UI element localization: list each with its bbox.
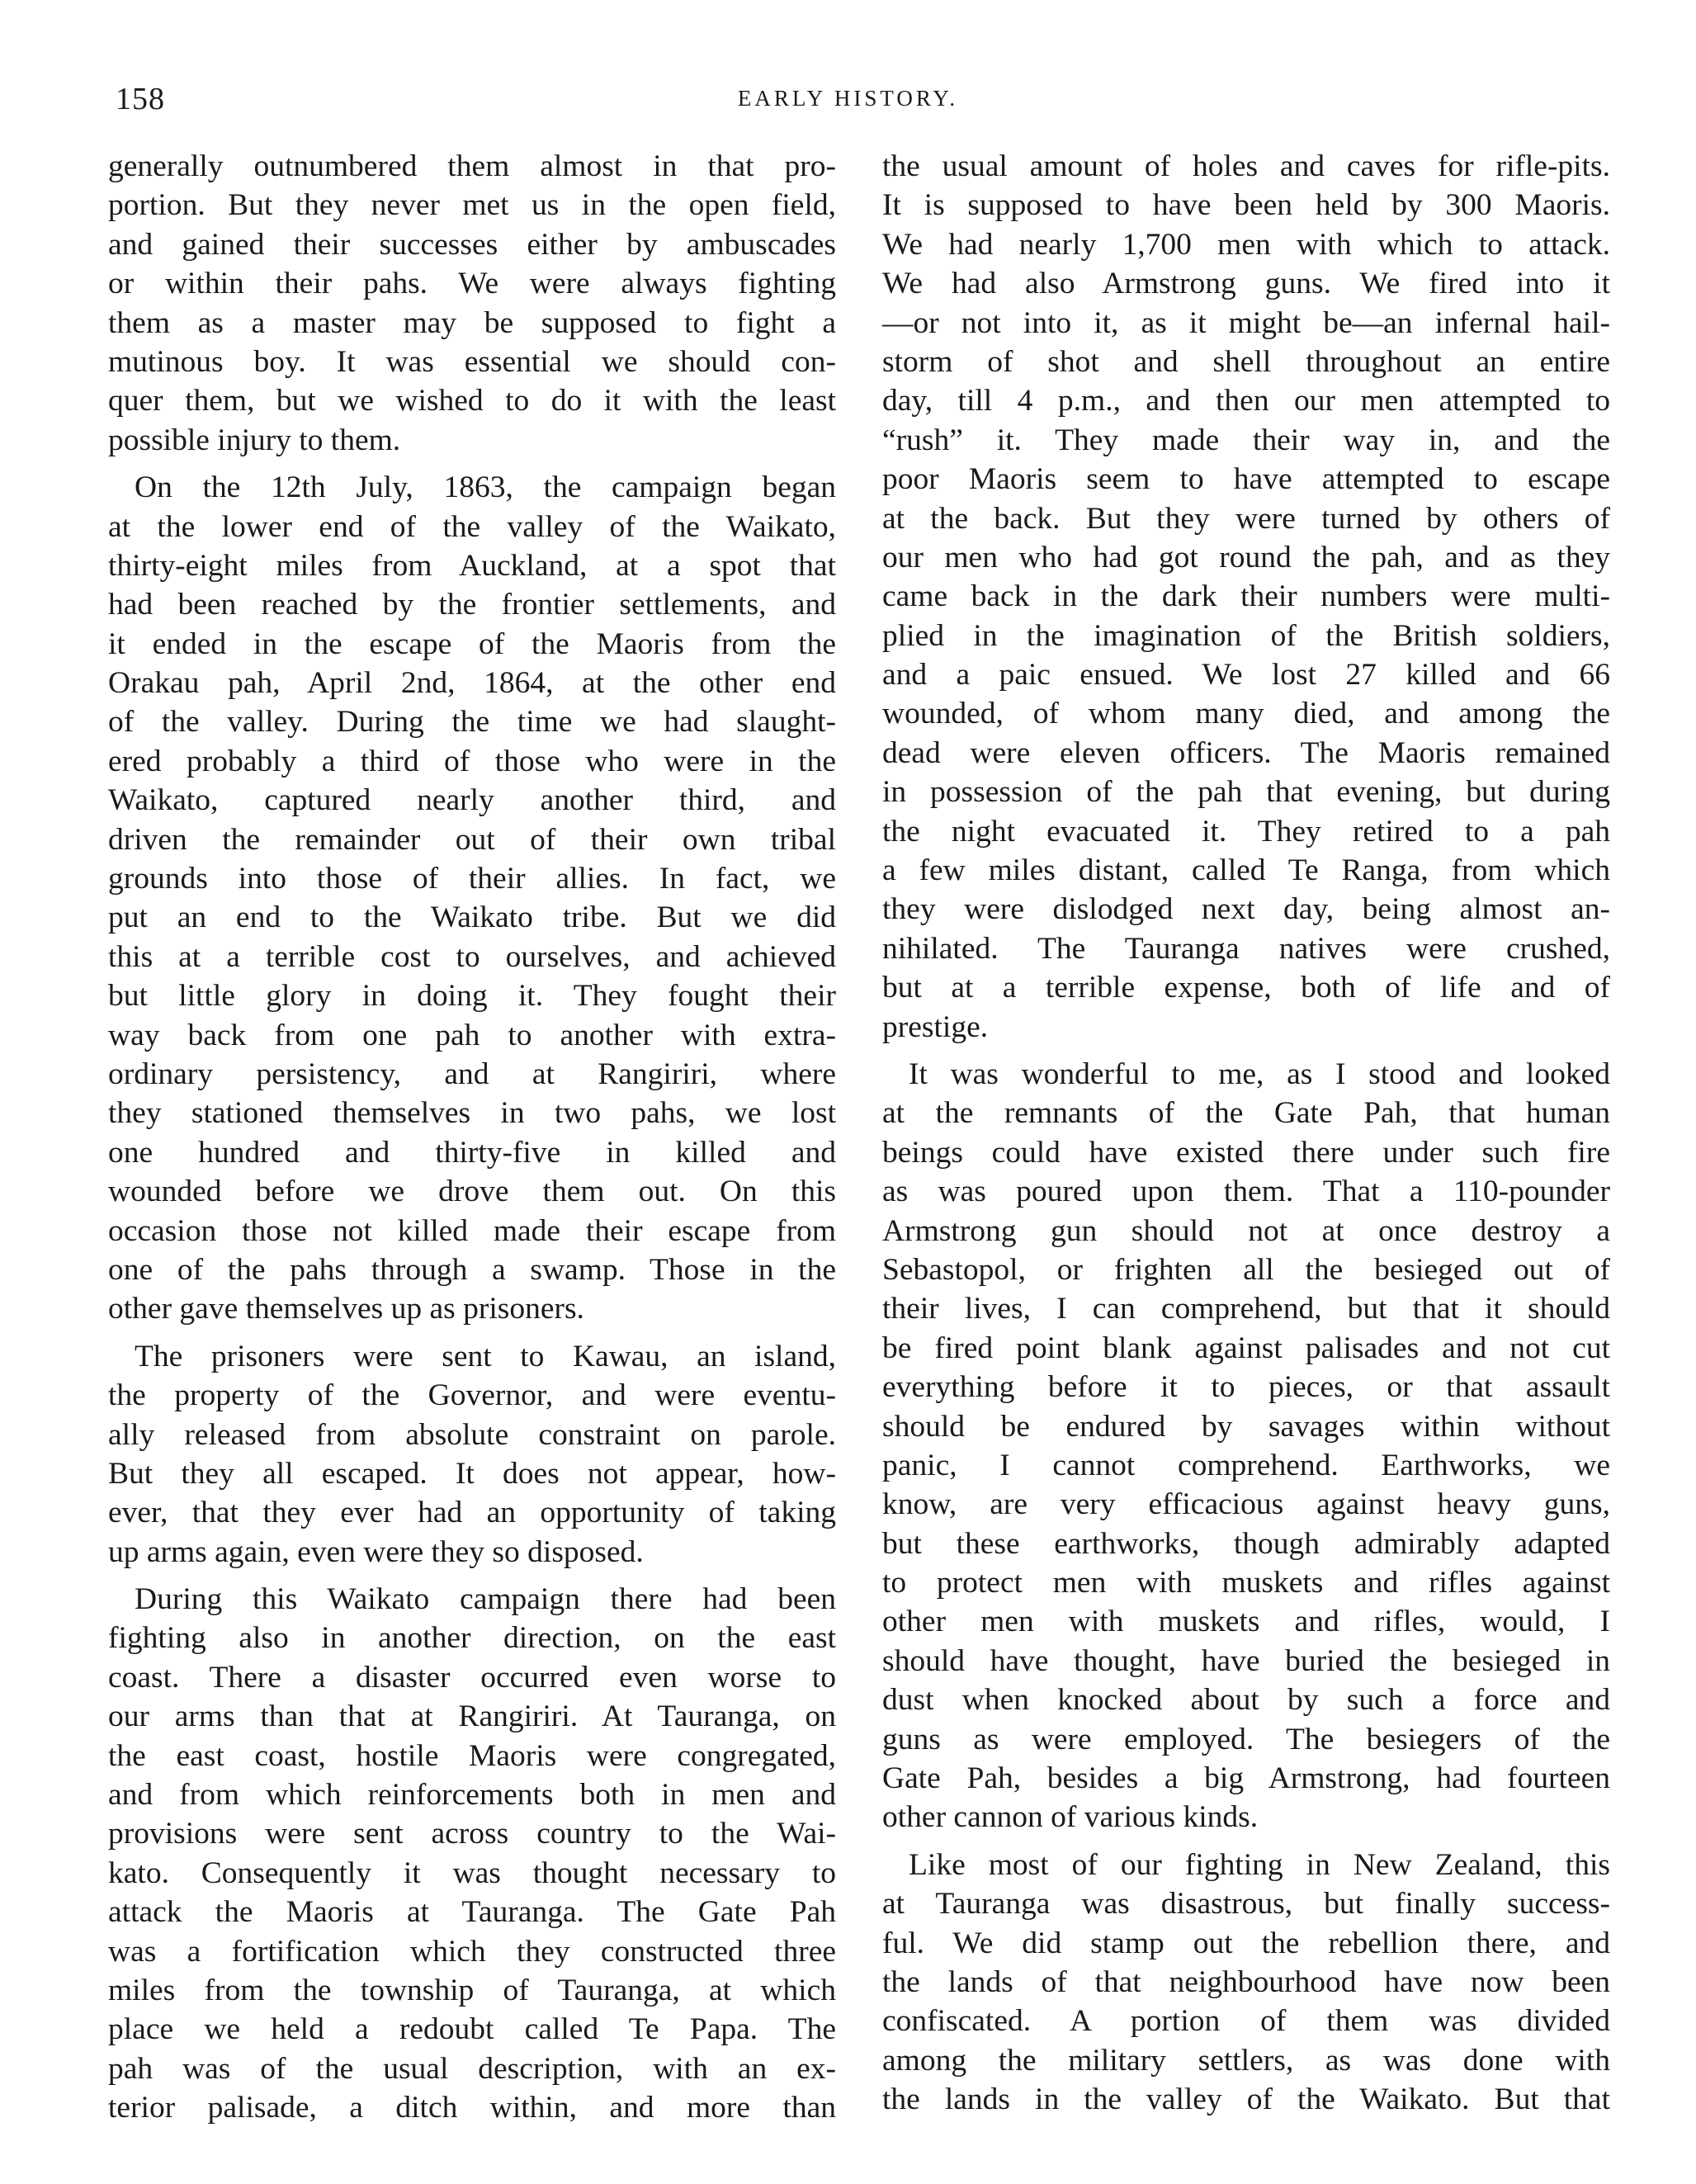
text-line: beings could have existed there under such fire <box>882 1135 1610 1170</box>
text-line: It was wonderful to me, as I stood and looked <box>909 1057 1610 1091</box>
paragraph <box>108 1580 836 2127</box>
text-line: of the valley. During the time we had slaught- <box>108 705 836 740</box>
text-line: and from which reinforcements both in men and <box>108 1778 836 1813</box>
text-line: poor Maoris seem to have attempted to escape <box>882 462 1610 497</box>
text-line: put an end to the Waikato tribe. But we did <box>108 901 836 935</box>
text-line: prestige. <box>882 1009 989 1044</box>
paragraph <box>882 147 1610 1047</box>
text-line: they were dislodged next day, being almost an- <box>882 892 1610 927</box>
text-line: plied in the imagination of the British soldiers, <box>882 618 1610 653</box>
text-line: the lands in the valley of the Waikato. But that <box>882 2082 1610 2117</box>
text-line: the usual amount of holes and caves for rifle-pits. <box>882 149 1610 183</box>
paragraph <box>108 147 836 460</box>
text-line: But they all escaped. It does not appear, how- <box>108 1456 836 1491</box>
text-line: one of the pahs through a swamp. Those in the <box>108 1252 836 1287</box>
running-title: EARLY HISTORY. <box>737 86 959 111</box>
text-line: at Tauranga was disastrous, but finally success- <box>882 1887 1610 1922</box>
text-line: Sebastopol, or frighten all the besieged out of <box>882 1252 1610 1287</box>
text-line: everything before it to pieces, or that assault <box>882 1370 1610 1405</box>
text-line: mutinous boy. It was essential we should con- <box>108 344 836 379</box>
text-line: be fired point blank against palisades and not cut <box>882 1331 1610 1365</box>
page-number: 158 <box>116 82 165 116</box>
text-line: ful. We did stamp out the rebellion there, and <box>882 1926 1610 1960</box>
text-line: ever, that they ever had an opportunity of taking <box>108 1496 836 1530</box>
text-line: coast. There a disaster occurred even worse to <box>108 1660 836 1695</box>
text-line: Waikato, captured nearly another third, and <box>108 783 836 818</box>
text-line: or within their pahs. We were always fighting <box>108 267 836 301</box>
text-line: grounds into those of their allies. In fact, we <box>108 862 836 896</box>
text-line: We had also Armstrong guns. We fired into it <box>882 267 1610 301</box>
text-line: quer them, but we wished to do it with the least <box>108 384 836 418</box>
text-line: in possession of the pah that evening, but during <box>882 775 1610 810</box>
text-line: During this Waikato campaign there had been <box>135 1582 836 1617</box>
text-line: other men with muskets and rifles, would, I <box>882 1605 1610 1639</box>
text-line: to protect men with muskets and rifles against <box>882 1566 1610 1600</box>
paragraph <box>882 1055 1610 1837</box>
text-line: miles from the township of Tauranga, at which <box>108 1973 836 2007</box>
left-column <box>108 147 836 2136</box>
text-line: our arms than that at Rangiriri. At Tauranga, on <box>108 1699 836 1734</box>
text-line: “rush” it. They made their way in, and the <box>882 423 1610 457</box>
text-line: ordinary persistency, and at Rangiriri, where <box>108 1057 836 1091</box>
text-line: pah was of the usual description, with an ex- <box>108 2051 836 2086</box>
text-line: generally outnumbered them almost in that pro- <box>108 149 836 183</box>
text-line: it ended in the escape of the Maoris from the <box>108 626 836 661</box>
text-line: other gave themselves up as prisoners. <box>108 1292 584 1326</box>
paragraph <box>108 468 836 1329</box>
text-line: terior palisade, a ditch within, and more than <box>108 2091 836 2125</box>
text-line: a few miles distant, called Te Ranga, from which <box>882 853 1610 888</box>
text-line: other cannon of various kinds. <box>882 1800 1259 1835</box>
text-line: Orakau pah, April 2nd, 1864, at the other end <box>108 666 836 701</box>
text-line: know, are very efficacious against heavy guns, <box>882 1487 1610 1522</box>
text-line: nihilated. The Tauranga natives were crushed, <box>882 931 1610 966</box>
text-line: dust when knocked about by such a force and <box>882 1683 1610 1718</box>
text-line: wounded, of whom many died, and among the <box>882 697 1610 731</box>
text-line: should be endured by savages within without <box>882 1409 1610 1444</box>
text-line: the night evacuated it. They retired to a pah <box>882 814 1610 849</box>
text-line: had been reached by the frontier settlements, and <box>108 588 836 622</box>
text-line: Armstrong gun should not at once destroy a <box>882 1213 1610 1248</box>
text-line: thirty-eight miles from Auckland, at a spot that <box>108 548 836 583</box>
text-line: provisions were sent across country to the Wai- <box>108 1817 836 1851</box>
text-line: attack the Maoris at Tauranga. The Gate Pah <box>108 1895 836 1930</box>
text-line: among the military settlers, as was done with <box>882 2043 1610 2078</box>
text-line: they stationed themselves in two pahs, we lost <box>108 1096 836 1131</box>
text-line: the lands of that neighbourhood have now been <box>882 1964 1610 1999</box>
text-line: but little glory in doing it. They fought their <box>108 979 836 1014</box>
text-line: Gate Pah, besides a big Armstrong, had fourteen <box>882 1761 1610 1796</box>
text-line: at the lower end of the valley of the Waikato, <box>108 509 836 544</box>
text-line: this at a terrible cost to ourselves, and achieved <box>108 939 836 974</box>
text-line: Like most of our fighting in New Zealand, this <box>909 1847 1610 1882</box>
text-line: It is supposed to have been held by 300 Maoris. <box>882 188 1610 223</box>
text-line: up arms again, even were they so disposed. <box>108 1534 644 1569</box>
text-line: driven the remainder out of their own tribal <box>108 822 836 857</box>
text-line: ered probably a third of those who were in the <box>108 744 836 778</box>
text-line: came back in the dark their numbers were multi- <box>882 579 1610 614</box>
text-line: kato. Consequently it was thought necessary to <box>108 1855 836 1890</box>
text-line: portion. But they never met us in the open field, <box>108 188 836 223</box>
text-line: —or not into it, as it might be—an infernal hail- <box>882 305 1610 340</box>
text-line: possible injury to them. <box>108 423 401 457</box>
text-line: day, till 4 p.m., and then our men attempted to <box>882 384 1610 418</box>
text-line: at the remnants of the Gate Pah, that human <box>882 1096 1610 1131</box>
text-line: the east coast, hostile Maoris were congregated, <box>108 1738 836 1773</box>
text-line: but at a terrible expense, both of life and of <box>882 971 1610 1005</box>
paragraph <box>108 1337 836 1572</box>
text-line: their lives, I can comprehend, but that it should <box>882 1292 1610 1326</box>
text-line: occasion those not killed made their escape from <box>108 1213 836 1248</box>
text-line: panic, I cannot comprehend. Earthworks, we <box>882 1448 1610 1482</box>
paragraph <box>882 1846 1610 2120</box>
text-line: as was poured upon them. That a 110-pounder <box>882 1175 1610 1209</box>
text-line: but these earthworks, though admirably adapted <box>882 1526 1610 1561</box>
text-line: the property of the Governor, and were eventu- <box>108 1378 836 1413</box>
text-line: ally released from absolute constraint on parole. <box>108 1417 836 1452</box>
text-line: at the back. But they were turned by others of <box>882 501 1610 536</box>
text-line: our men who had got round the pah, and as they <box>882 540 1610 574</box>
text-line: dead were eleven officers. The Maoris remained <box>882 735 1610 770</box>
text-line: way back from one pah to another with extra- <box>108 1018 836 1052</box>
right-column <box>882 147 1610 2128</box>
text-line: was a fortification which they constructed three <box>108 1934 836 1969</box>
text-line: and gained their successes either by ambuscades <box>108 227 836 262</box>
text-line: and a paic ensued. We lost 27 killed and 66 <box>882 658 1610 693</box>
text-line: place we held a redoubt called Te Papa. The <box>108 2012 836 2047</box>
text-line: guns as were employed. The besiegers of the <box>882 1722 1610 1756</box>
text-line: fighting also in another direction, on the east <box>108 1621 836 1656</box>
text-line: The prisoners were sent to Kawau, an island, <box>135 1339 836 1373</box>
text-line: should have thought, have buried the besieged in <box>882 1643 1610 1678</box>
text-line: We had nearly 1,700 men with which to attack. <box>882 227 1610 262</box>
text-line: storm of shot and shell throughout an entire <box>882 344 1610 379</box>
text-line: one hundred and thirty-five in killed and <box>108 1135 836 1170</box>
text-line: On the 12th July, 1863, the campaign began <box>135 470 836 505</box>
text-line: wounded before we drove them out. On this <box>108 1175 836 1209</box>
text-line: them as a master may be supposed to fight a <box>108 305 836 340</box>
text-line: confiscated. A portion of them was divided <box>882 2004 1610 2039</box>
